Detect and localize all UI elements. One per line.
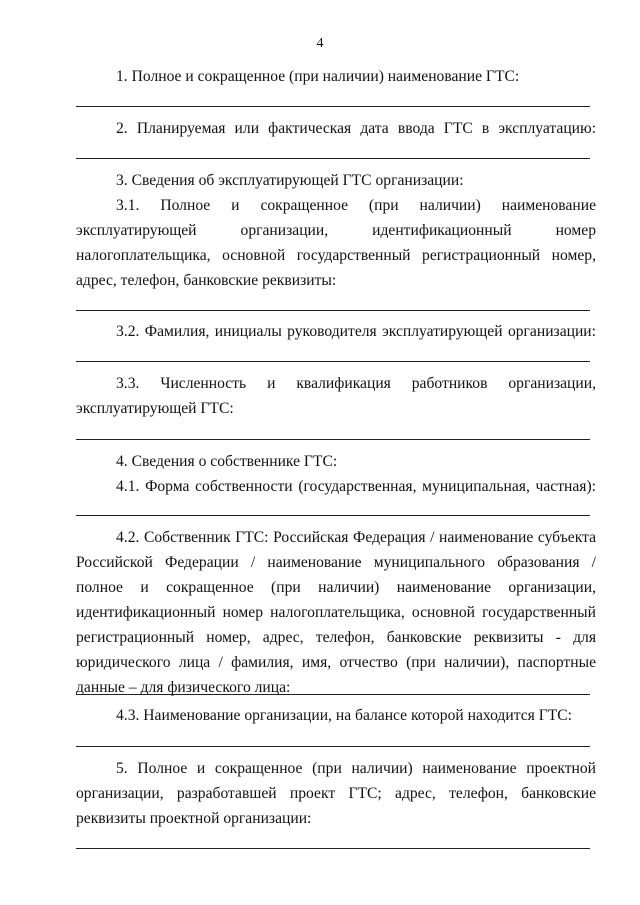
fill-line-4-1 [76, 515, 590, 516]
page-number: 4 [316, 36, 324, 51]
fill-line-1 [76, 106, 590, 107]
fill-line-3-2 [76, 361, 590, 362]
fill-line-3-3 [76, 439, 590, 440]
item-4-owner-info: 4. Сведения о собственнике ГТС: [116, 453, 338, 470]
item-3-2-operator-head: 3.2. Фамилия, инициалы руководителя эксплуатирующей организации: [116, 323, 596, 340]
fill-line-3-1 [76, 310, 590, 311]
item-4-3-balance-holder: 4.3. Наименование организации, на балансе которой находится ГТС: [116, 707, 572, 724]
item-4-2-owner-details: 4.2. Собственник ГТС: Российская Федерация / наименование субъекта Российской Федерации / наименование муниципального образования / полное и сокращенное (при наличии) наименование организации, идентификационный номер налогоплательщика, основной государственный регистрационный номер, адрес, телефон, банковские реквизиты - для юридического лица / фамилия, имя, отчество (при наличии), паспортные данные – для физического лица: [76, 529, 596, 696]
fill-line-4-2 [76, 694, 590, 695]
item-3-3-staff: 3.3. Численность и квалификация работников организации, эксплуатирующей ГТС: [76, 375, 596, 417]
item-5-design-organization: 5. Полное и сокращенное (при наличии) наименование проектной организации, разработавшей проект ГТС; адрес, телефон, банковские реквизиты проектной организации: [76, 760, 596, 827]
fill-line-5 [76, 848, 590, 849]
item-4-1-ownership-form: 4.1. Форма собственности (государственная, муниципальная, частная): [116, 478, 596, 495]
fill-line-4-3 [76, 746, 590, 747]
fill-line-2 [76, 158, 590, 159]
item-3-1-operator-details: 3.1. Полное и сокращенное (при наличии) наименование эксплуатирующей организации, идентификационный номер налогоплательщика, основной государственный регистрационный номер, адрес, телефон, банковские реквизиты: [76, 197, 596, 289]
item-1-full-name: 1. Полное и сокращенное (при наличии) наименование ГТС: [116, 68, 520, 85]
item-2-commissioning-date: 2. Планируемая или фактическая дата ввода ГТС в эксплуатацию: [116, 120, 596, 137]
item-3-operator-info: 3. Сведения об эксплуатирующей ГТС организации: [116, 172, 464, 189]
